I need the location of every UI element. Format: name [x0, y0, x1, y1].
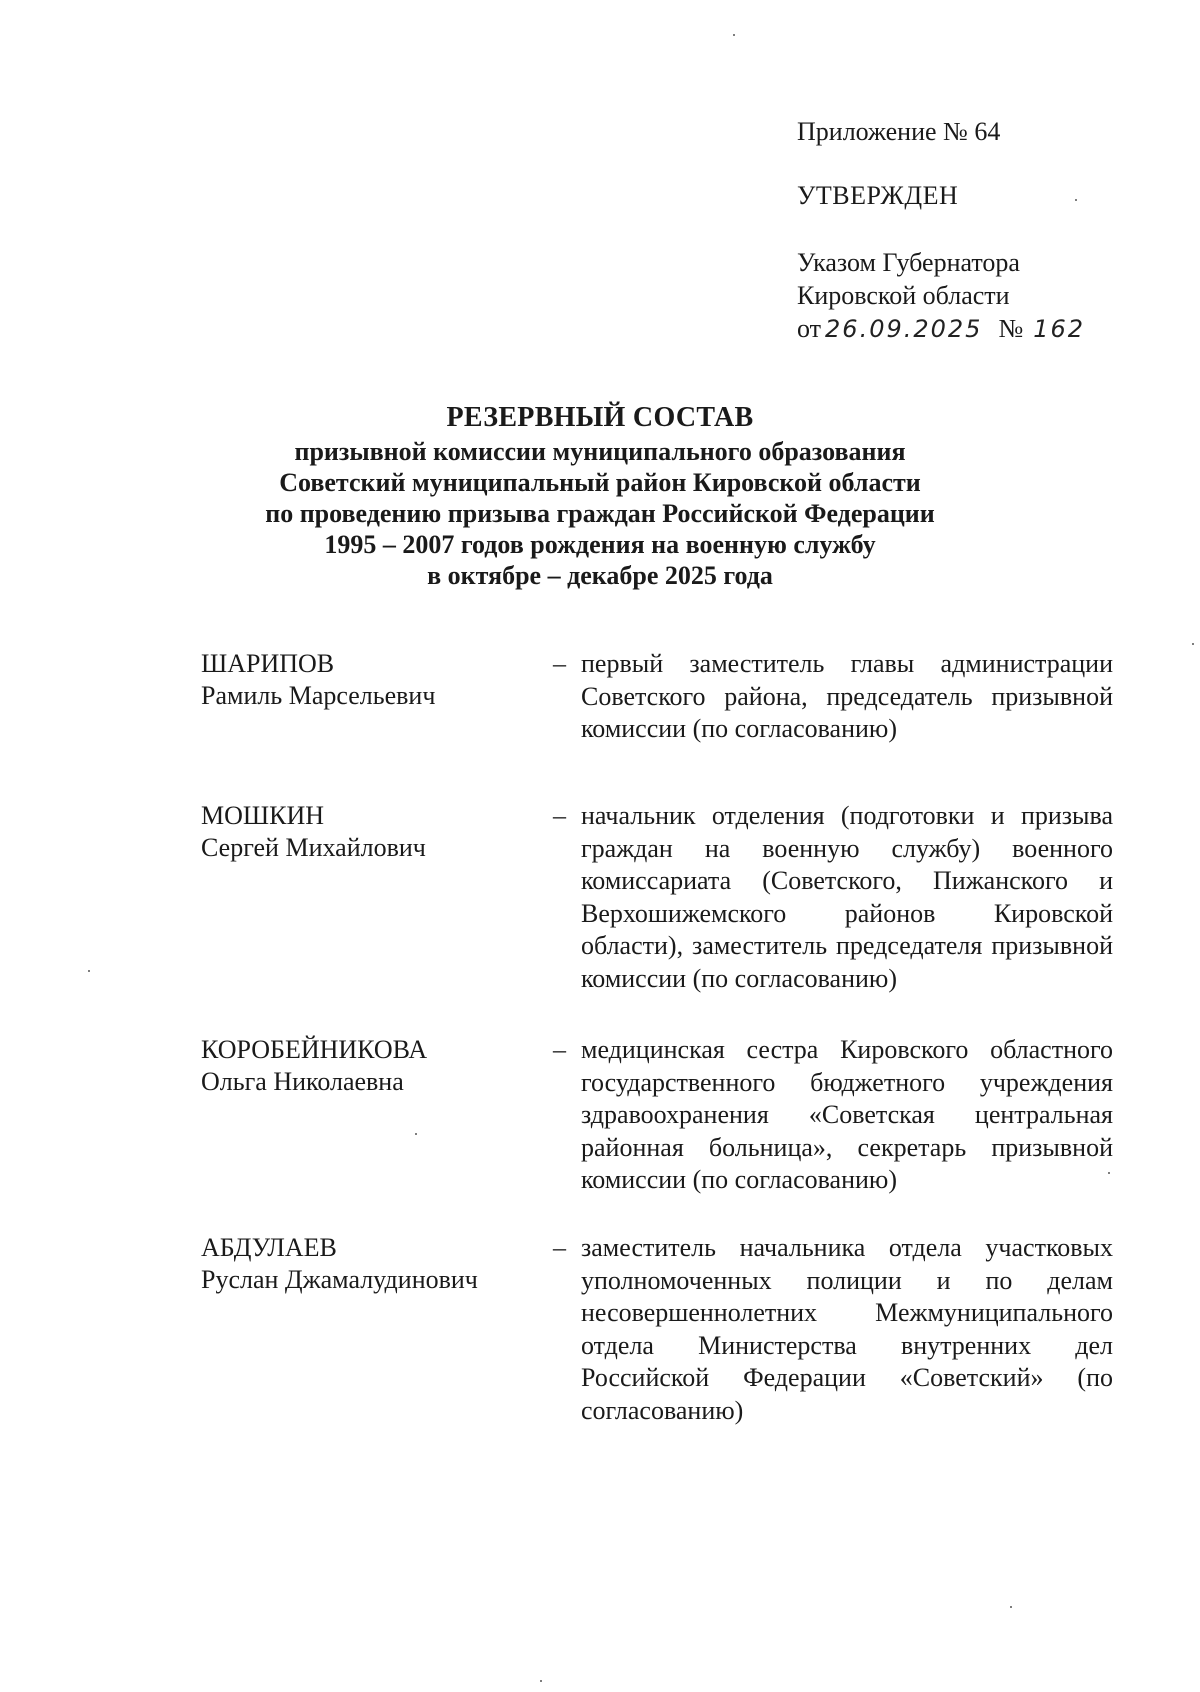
member-given-name: Руслан Джамалудинович — [201, 1265, 478, 1294]
member-role: заместитель начальника отдела участковых уполномоченных полиции и по делам несовершеннолетних Межмуниципального отдела Министерства внутренних дел Российской Федерации «Советский» (по согласованию) — [581, 1233, 1113, 1425]
scan-speck — [540, 1680, 542, 1682]
title-line: в октябре – декабре 2025 года — [427, 561, 773, 590]
scan-speck — [88, 970, 90, 972]
number-label: № — [998, 314, 1024, 343]
member-dash: – — [553, 801, 566, 830]
member-role: первый заместитель главы администрации Советского района, председатель призывной комиссии (по согласованию) — [581, 649, 1113, 743]
approved-stamp-text: УТВЕРЖДЕН — [797, 181, 959, 210]
decree-reference — [797, 246, 1085, 346]
handwritten-number: 162 — [1033, 315, 1086, 343]
member-surname: ШАРИПОВ — [201, 649, 335, 678]
document-title — [180, 400, 1020, 591]
scan-speck — [1075, 199, 1077, 201]
scan-speck — [1192, 643, 1194, 645]
decree-line-1: Указом Губернатора — [797, 248, 1020, 277]
member-surname: АБДУЛАЕВ — [201, 1233, 337, 1262]
handwritten-date: 26.09.2025 — [825, 315, 983, 343]
appendix-number: Приложение № 64 — [797, 117, 1001, 146]
title-line: по проведению призыва граждан Российской Федерации — [265, 499, 935, 528]
member-surname: КОРОБЕЙНИКОВА — [201, 1035, 428, 1064]
member-role: начальник отделения (подготовки и призыва граждан на военную службу) военного комиссариата (Советского, Пижанского и Верхошижемского районов Кировской области), заместитель председателя призывной комиссии (по согласованию) — [581, 801, 1113, 993]
scan-speck — [1010, 1606, 1012, 1608]
member-dash: – — [553, 1233, 566, 1262]
scan-speck — [1108, 1172, 1110, 1174]
title-line: 1995 – 2007 годов рождения на военную службу — [324, 530, 876, 559]
member-given-name: Ольга Николаевна — [201, 1067, 404, 1096]
title-main: РЕЗЕРВНЫЙ СОСТАВ — [446, 402, 754, 433]
title-line: призывной комиссии муниципального образования — [294, 437, 906, 466]
date-prefix: от — [797, 314, 822, 343]
scan-speck — [415, 1133, 417, 1135]
title-line: Советский муниципальный район Кировской области — [279, 468, 921, 497]
decree-line-2: Кировской области — [797, 281, 1010, 310]
member-given-name: Рамиль Марсельевич — [201, 681, 436, 710]
member-role: медицинская сестра Кировского областного государственного бюджетного учреждения здравоохранения «Советская центральная районная больница», секретарь призывной комиссии (по согласованию) — [581, 1035, 1113, 1194]
member-given-name: Сергей Михайлович — [201, 833, 426, 862]
member-dash: – — [553, 1035, 566, 1064]
decree-date-line — [797, 312, 1085, 346]
member-surname: МОШКИН — [201, 801, 325, 830]
member-dash: – — [553, 649, 566, 678]
scan-speck — [733, 34, 735, 36]
